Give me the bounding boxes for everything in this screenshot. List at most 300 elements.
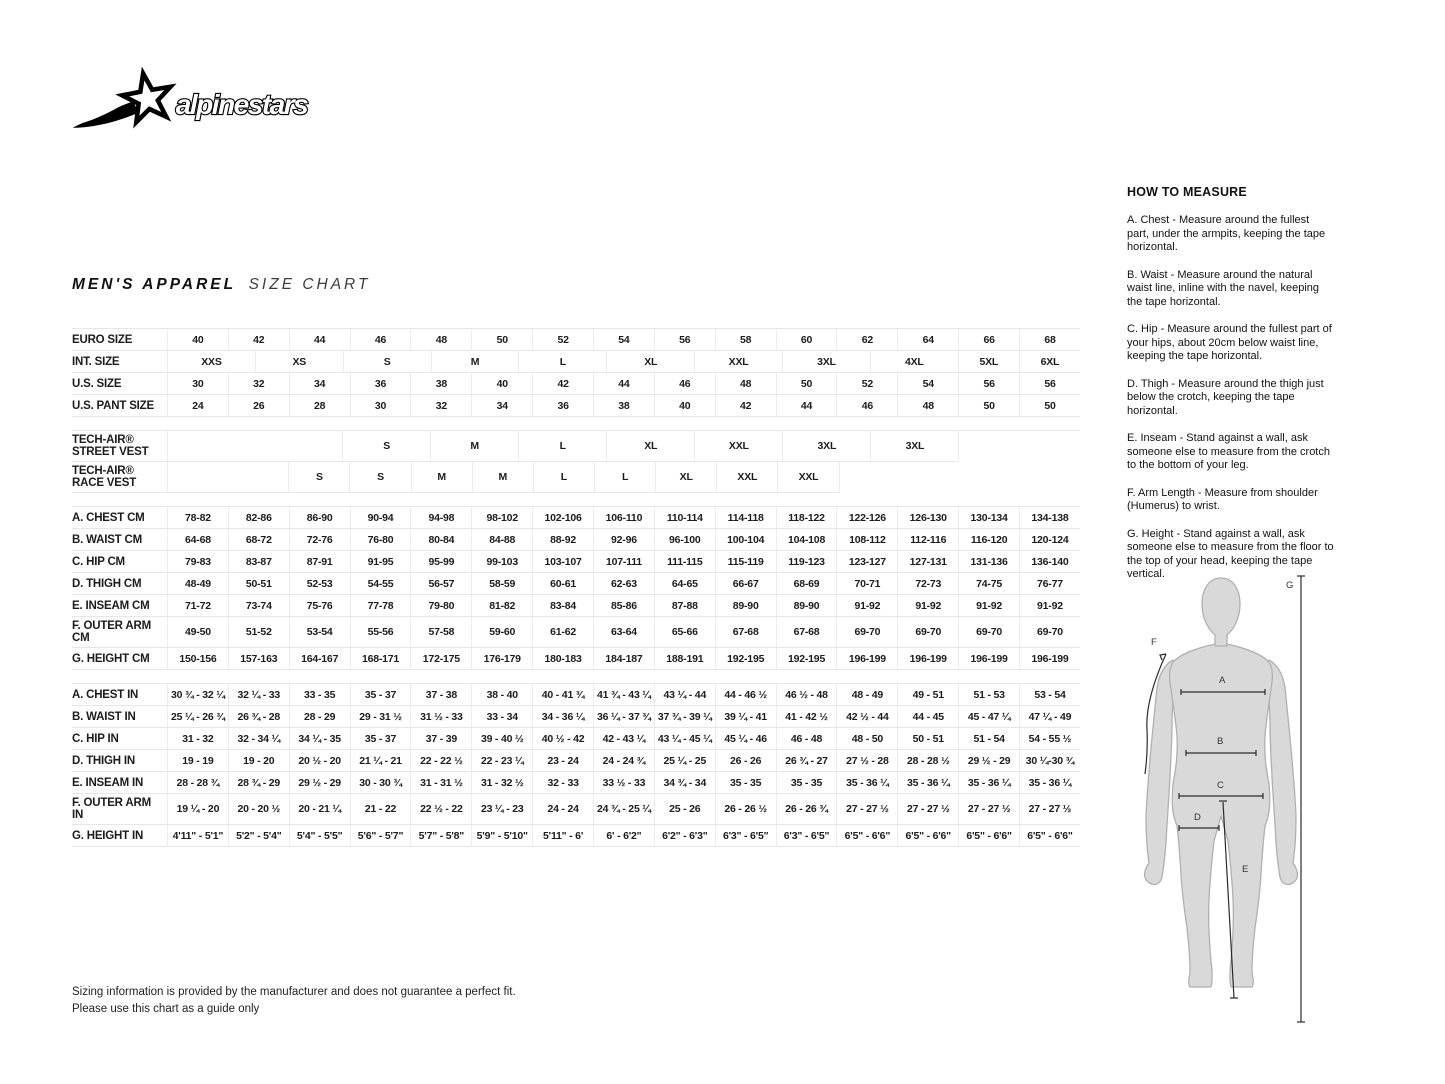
table-cell: 53-54 bbox=[290, 617, 351, 648]
table-cell: 77-78 bbox=[351, 595, 412, 617]
table-row bbox=[72, 684, 1080, 706]
table-cell: 19 - 19 bbox=[168, 750, 229, 772]
table-cell: 91-92 bbox=[898, 595, 959, 617]
table-cell: 91-92 bbox=[1020, 595, 1080, 617]
measure-instruction-g: G. Height - Stand against a wall, ask someone else to measure from the floor to the top of your head, keeping the tape vertical. bbox=[1127, 527, 1334, 580]
table-cell: 184-187 bbox=[594, 648, 655, 670]
table-cell: 56 bbox=[959, 373, 1020, 395]
table-cell: XXL bbox=[717, 462, 778, 493]
table-cell: 56-57 bbox=[411, 573, 472, 595]
page-title bbox=[72, 276, 370, 294]
table-cell: 196-199 bbox=[837, 648, 898, 670]
table-cell: 50 - 51 bbox=[898, 728, 959, 750]
table-cell: 37 - 38 bbox=[411, 684, 472, 706]
row-label: EURO SIZE bbox=[72, 329, 168, 351]
table-cell: 59-60 bbox=[472, 617, 533, 648]
table-row bbox=[72, 551, 1080, 573]
measure-instruction-b: B. Waist - Measure around the natural waist line, inline with the navel, keeping the tape horizontal. bbox=[1127, 268, 1320, 308]
table-cell: 157-163 bbox=[229, 648, 290, 670]
table-cell: 62 bbox=[837, 329, 898, 351]
figure-label-d: D bbox=[1194, 812, 1201, 823]
table-cell: 82-86 bbox=[229, 507, 290, 529]
table-cell: 100-104 bbox=[716, 529, 777, 551]
table-cell: 62-63 bbox=[594, 573, 655, 595]
table-row bbox=[72, 825, 1080, 847]
table-cell: 122-126 bbox=[837, 507, 898, 529]
table-cell: 26 - 26 ¾ bbox=[777, 794, 838, 825]
row-label: TECH-AIR® STREET VEST bbox=[72, 431, 168, 462]
row-label: B. WAIST CM bbox=[72, 529, 168, 551]
row-label: E. INSEAM CM bbox=[72, 595, 168, 617]
table-cell: XS bbox=[256, 351, 344, 373]
table-cell: 58 bbox=[716, 329, 777, 351]
table-cell: 69-70 bbox=[1020, 617, 1080, 648]
table-cell: 29 ½ - 29 bbox=[290, 772, 351, 794]
table-cell: 54 bbox=[594, 329, 655, 351]
table-cell: S bbox=[288, 462, 350, 493]
table-cell: 31 - 31 ½ bbox=[411, 772, 472, 794]
table-cell: 24 bbox=[168, 395, 229, 417]
table-row bbox=[72, 507, 1080, 529]
table-cell: 89-90 bbox=[777, 595, 838, 617]
table-cell: 31 ½ - 33 bbox=[411, 706, 472, 728]
table-cell: 67-68 bbox=[716, 617, 777, 648]
table-cell: 22 - 22 ½ bbox=[411, 750, 472, 772]
table-cell: 32 bbox=[411, 395, 472, 417]
footer-line-2: Please use this chart as a guide only bbox=[72, 1003, 260, 1015]
table-cell: 40 bbox=[472, 373, 533, 395]
table-cell: 45 ¼ - 46 bbox=[716, 728, 777, 750]
table-cell: 6'3" - 6'5" bbox=[777, 825, 838, 847]
table-cell: 68-69 bbox=[777, 573, 838, 595]
table-cell: 35 - 37 bbox=[351, 728, 412, 750]
table-cell: 6'3" - 6'5" bbox=[716, 825, 777, 847]
table-cell: 69-70 bbox=[837, 617, 898, 648]
table-group-techair bbox=[72, 430, 1080, 493]
table-cell: 42 - 43 ¼ bbox=[594, 728, 655, 750]
table-cell: L bbox=[595, 462, 656, 493]
table-cell: 40 bbox=[168, 329, 229, 351]
table-cell: 34 ¾ - 34 bbox=[655, 772, 716, 794]
table-cell: 33 - 34 bbox=[472, 706, 533, 728]
table-cell: 42 bbox=[229, 329, 290, 351]
table-cell: 87-88 bbox=[655, 595, 716, 617]
table-cell: XL bbox=[607, 351, 695, 373]
table-cell: M bbox=[431, 431, 519, 462]
table-cell: 28 ¾ - 29 bbox=[229, 772, 290, 794]
row-label: U.S. SIZE bbox=[72, 373, 168, 395]
table-cell: 79-80 bbox=[411, 595, 472, 617]
table-cell: 95-99 bbox=[411, 551, 472, 573]
table-cell: 63-64 bbox=[594, 617, 655, 648]
table-cell: 38 - 40 bbox=[472, 684, 533, 706]
table-cell: 27 - 27 ½ bbox=[1020, 794, 1080, 825]
table-cell: 86-90 bbox=[290, 507, 351, 529]
table-cell: 81-82 bbox=[472, 595, 533, 617]
table-cell: 45 - 47 ¼ bbox=[959, 706, 1020, 728]
table-cell: 41 ¾ - 43 ¼ bbox=[594, 684, 655, 706]
how-to-measure-panel bbox=[1127, 185, 1334, 596]
table-cell: 44 - 45 bbox=[898, 706, 959, 728]
table-cell: 40 bbox=[655, 395, 716, 417]
page-title-main: MEN'S APPAREL bbox=[72, 276, 237, 293]
table-cell: 80-84 bbox=[411, 529, 472, 551]
table-cell: 3XL bbox=[783, 351, 871, 373]
table-cell: 32 bbox=[229, 373, 290, 395]
table-cell: 4'11" - 5'1" bbox=[168, 825, 229, 847]
table-cell: 39 - 40 ½ bbox=[472, 728, 533, 750]
table-cell: 107-111 bbox=[594, 551, 655, 573]
table-cell: 123-127 bbox=[837, 551, 898, 573]
row-label: G. HEIGHT CM bbox=[72, 648, 168, 670]
row-label: D. THIGH IN bbox=[72, 750, 168, 772]
table-cell: 48 bbox=[411, 329, 472, 351]
measure-instruction-f: F. Arm Length - Measure from shoulder (Humerus) to wrist. bbox=[1127, 486, 1318, 512]
table-cell: 35 - 36 ¼ bbox=[898, 772, 959, 794]
table-row bbox=[72, 648, 1080, 670]
table-cell: 22 - 23 ¼ bbox=[472, 750, 533, 772]
table-cell: 37 ¾ - 39 ¼ bbox=[655, 706, 716, 728]
table-cell: 32 - 33 bbox=[533, 772, 594, 794]
table-cell: XXS bbox=[168, 351, 256, 373]
table-cell: 27 ½ - 28 bbox=[837, 750, 898, 772]
table-row bbox=[72, 431, 1080, 462]
measure-instruction-a: A. Chest - Measure around the fullest part, under the armpits, keeping the tape horizontal. bbox=[1127, 214, 1326, 253]
row-label: A. CHEST IN bbox=[72, 684, 168, 706]
table-cell: 108-112 bbox=[837, 529, 898, 551]
table-row bbox=[72, 794, 1080, 825]
table-cell-blank bbox=[168, 462, 228, 493]
table-cell: 87-91 bbox=[290, 551, 351, 573]
row-label: C. HIP CM bbox=[72, 551, 168, 573]
table-cell: 46 ½ - 48 bbox=[777, 684, 838, 706]
table-cell: 48 bbox=[898, 395, 959, 417]
table-cell: 5XL bbox=[959, 351, 1020, 373]
figure-label-g: G bbox=[1286, 580, 1294, 591]
table-cell: 24 - 24 ¾ bbox=[594, 750, 655, 772]
table-row bbox=[72, 529, 1080, 551]
table-cell: 4XL bbox=[871, 351, 959, 373]
alpinestars-logo bbox=[68, 64, 326, 146]
table-cell: 33 ½ - 33 bbox=[594, 772, 655, 794]
table-cell: 6XL bbox=[1020, 351, 1080, 373]
table-cell: 36 bbox=[533, 395, 594, 417]
table-cell: 38 bbox=[411, 373, 472, 395]
table-cell: 26 ¾ - 27 bbox=[777, 750, 838, 772]
table-cell: 24 ¾ - 25 ¼ bbox=[594, 794, 655, 825]
table-cell: 26 bbox=[229, 395, 290, 417]
table-cell: 46 bbox=[655, 373, 716, 395]
table-row bbox=[72, 373, 1080, 395]
row-label: U.S. PANT SIZE bbox=[72, 395, 168, 417]
table-row bbox=[72, 750, 1080, 772]
table-cell: 32 - 34 ¼ bbox=[229, 728, 290, 750]
table-cell: 36 bbox=[351, 373, 412, 395]
table-cell: 172-175 bbox=[411, 648, 472, 670]
table-cell: 52 bbox=[837, 373, 898, 395]
table-cell: 75-76 bbox=[290, 595, 351, 617]
table-row bbox=[72, 395, 1080, 417]
table-cell: 116-120 bbox=[959, 529, 1020, 551]
table-cell: 27 - 27 ½ bbox=[898, 794, 959, 825]
table-cell: 68-72 bbox=[229, 529, 290, 551]
table-cell: 19 ¼ - 20 bbox=[168, 794, 229, 825]
table-row bbox=[72, 462, 1080, 493]
table-cell: 3XL bbox=[783, 431, 871, 462]
table-cell: 31 - 32 bbox=[168, 728, 229, 750]
table-cell: 115-119 bbox=[716, 551, 777, 573]
table-cell: 51-52 bbox=[229, 617, 290, 648]
table-cell: 20 - 20 ½ bbox=[229, 794, 290, 825]
measure-instruction-c: C. Hip - Measure around the fullest part of your hips, about 20cm below waist line, keeping the tape horizontal. bbox=[1127, 323, 1332, 362]
table-cell: 39 ¼ - 41 bbox=[716, 706, 777, 728]
table-cell: 43 ¼ - 45 ¼ bbox=[655, 728, 716, 750]
figure-right-arm bbox=[1267, 660, 1298, 884]
table-cell: 131-136 bbox=[959, 551, 1020, 573]
table-cell: 79-83 bbox=[168, 551, 229, 573]
table-cell: 120-124 bbox=[1020, 529, 1080, 551]
table-cell: 6'5" - 6'6" bbox=[959, 825, 1020, 847]
table-cell: 188-191 bbox=[655, 648, 716, 670]
table-cell: 35 - 36 ¼ bbox=[959, 772, 1020, 794]
table-cell: 26 ¾ - 28 bbox=[229, 706, 290, 728]
table-cell: XL bbox=[656, 462, 717, 493]
table-cell: 21 - 22 bbox=[351, 794, 412, 825]
table-cell: 50-51 bbox=[229, 573, 290, 595]
table-cell: S bbox=[344, 351, 432, 373]
figure-label-c: C bbox=[1217, 780, 1224, 791]
table-group-in bbox=[72, 683, 1080, 847]
table-cell: 50 bbox=[777, 373, 838, 395]
table-cell: 24 - 24 bbox=[533, 794, 594, 825]
table-cell-blank bbox=[1020, 431, 1080, 462]
table-cell: 69-70 bbox=[898, 617, 959, 648]
table-cell: 94-98 bbox=[411, 507, 472, 529]
table-cell: 3XL bbox=[871, 431, 959, 462]
table-cell: 5'7" - 5'8" bbox=[411, 825, 472, 847]
table-group-sizes bbox=[72, 328, 1080, 417]
footer-note bbox=[72, 984, 516, 1018]
table-cell: 44 - 46 ½ bbox=[716, 684, 777, 706]
table-cell: 28 bbox=[290, 395, 351, 417]
table-cell-blank bbox=[960, 462, 1020, 493]
table-cell: 42 bbox=[716, 395, 777, 417]
table-cell: 64 bbox=[898, 329, 959, 351]
table-cell: 114-118 bbox=[716, 507, 777, 529]
table-cell: 104-108 bbox=[777, 529, 838, 551]
table-cell: 34 bbox=[290, 373, 351, 395]
table-cell: 46 - 48 bbox=[777, 728, 838, 750]
table-cell: 36 ¼ - 37 ¾ bbox=[594, 706, 655, 728]
table-cell: 50 bbox=[472, 329, 533, 351]
table-cell: 22 ½ - 22 bbox=[411, 794, 472, 825]
table-cell: 51 - 53 bbox=[959, 684, 1020, 706]
table-cell: 136-140 bbox=[1020, 551, 1080, 573]
table-cell: 74-75 bbox=[959, 573, 1020, 595]
row-label: INT. SIZE bbox=[72, 351, 168, 373]
figure-left-arm bbox=[1145, 660, 1176, 884]
table-cell: 112-116 bbox=[898, 529, 959, 551]
table-cell: 30 - 30 ¾ bbox=[351, 772, 412, 794]
table-cell: 64-65 bbox=[655, 573, 716, 595]
table-cell: 46 bbox=[837, 395, 898, 417]
table-cell: 60 bbox=[777, 329, 838, 351]
table-cell: 40 ½ - 42 bbox=[533, 728, 594, 750]
table-cell: 27 - 27 ½ bbox=[837, 794, 898, 825]
table-cell: 20 - 21 ¼ bbox=[290, 794, 351, 825]
table-row bbox=[72, 595, 1080, 617]
table-cell: 56 bbox=[1020, 373, 1080, 395]
figure-label-f: F bbox=[1151, 637, 1157, 648]
table-cell: 35 - 35 bbox=[716, 772, 777, 794]
table-cell-blank bbox=[840, 462, 900, 493]
table-cell: 51 - 54 bbox=[959, 728, 1020, 750]
table-cell: 76-80 bbox=[351, 529, 412, 551]
table-cell: L bbox=[519, 431, 607, 462]
table-cell: M bbox=[473, 462, 534, 493]
table-cell: 65-66 bbox=[655, 617, 716, 648]
table-cell: 92-96 bbox=[594, 529, 655, 551]
table-cell: 31 - 32 ½ bbox=[472, 772, 533, 794]
measure-instruction-d: D. Thigh - Measure around the thigh just below the crotch, keeping the tape horizontal. bbox=[1127, 377, 1324, 417]
table-cell: 28 - 28 ¾ bbox=[168, 772, 229, 794]
table-cell: 71-72 bbox=[168, 595, 229, 617]
table-cell: 98-102 bbox=[472, 507, 533, 529]
table-cell: 126-130 bbox=[898, 507, 959, 529]
table-cell: 44 bbox=[290, 329, 351, 351]
table-cell: 5'4" - 5'5" bbox=[290, 825, 351, 847]
table-cell: 42 ½ - 44 bbox=[837, 706, 898, 728]
table-cell: 5'6" - 5'7" bbox=[351, 825, 412, 847]
table-group-cm bbox=[72, 506, 1080, 670]
table-cell: 103-107 bbox=[533, 551, 594, 573]
table-cell: 192-195 bbox=[777, 648, 838, 670]
table-cell: M bbox=[412, 462, 473, 493]
table-cell: 27 - 27 ½ bbox=[959, 794, 1020, 825]
table-cell: 44 bbox=[594, 373, 655, 395]
table-cell: L bbox=[519, 351, 607, 373]
row-label: G. HEIGHT IN bbox=[72, 825, 168, 847]
table-cell: 83-84 bbox=[533, 595, 594, 617]
table-cell: 68 bbox=[1020, 329, 1080, 351]
table-cell: 52-53 bbox=[290, 573, 351, 595]
table-cell: 66-67 bbox=[716, 573, 777, 595]
table-cell: 43 ¼ - 44 bbox=[655, 684, 716, 706]
table-cell: 6'5" - 6'6" bbox=[837, 825, 898, 847]
table-cell: 67-68 bbox=[777, 617, 838, 648]
table-cell: 5'11" - 6' bbox=[533, 825, 594, 847]
table-cell: 69-70 bbox=[959, 617, 1020, 648]
table-cell: 49 - 51 bbox=[898, 684, 959, 706]
table-cell: 180-183 bbox=[533, 648, 594, 670]
table-cell: 72-73 bbox=[898, 573, 959, 595]
table-cell: 99-103 bbox=[472, 551, 533, 573]
table-cell: S bbox=[350, 462, 411, 493]
table-cell: 58-59 bbox=[472, 573, 533, 595]
table-cell: 48-49 bbox=[168, 573, 229, 595]
table-cell: 23 - 24 bbox=[533, 750, 594, 772]
table-cell: XXL bbox=[778, 462, 839, 493]
table-cell: 127-131 bbox=[898, 551, 959, 573]
logo-wordmark: alpinestars bbox=[175, 89, 308, 121]
table-cell: 38 bbox=[594, 395, 655, 417]
table-cell: 61-62 bbox=[533, 617, 594, 648]
table-row bbox=[72, 351, 1080, 373]
table-cell: L bbox=[534, 462, 595, 493]
table-cell: 48 bbox=[716, 373, 777, 395]
table-cell: S bbox=[342, 431, 431, 462]
table-cell: 49-50 bbox=[168, 617, 229, 648]
table-cell: 196-199 bbox=[898, 648, 959, 670]
table-cell: 25 ¼ - 25 bbox=[655, 750, 716, 772]
table-cell: 46 bbox=[351, 329, 412, 351]
table-cell-blank bbox=[255, 431, 342, 462]
table-cell: 25 ¼ - 26 ¾ bbox=[168, 706, 229, 728]
table-cell: 26 - 26 ½ bbox=[716, 794, 777, 825]
table-cell: 25 - 26 bbox=[655, 794, 716, 825]
table-cell: 50 bbox=[1020, 395, 1080, 417]
size-table bbox=[72, 328, 1080, 847]
table-cell: 70-71 bbox=[837, 573, 898, 595]
table-cell: 150-156 bbox=[168, 648, 229, 670]
table-cell: 26 - 26 bbox=[716, 750, 777, 772]
logo-swoosh bbox=[73, 101, 139, 128]
table-cell: 76-77 bbox=[1020, 573, 1080, 595]
table-cell: XL bbox=[607, 431, 695, 462]
table-cell: XXL bbox=[695, 431, 783, 462]
table-cell-blank bbox=[1020, 462, 1080, 493]
table-cell: 52 bbox=[533, 329, 594, 351]
table-cell: 88-92 bbox=[533, 529, 594, 551]
table-cell: 48 - 50 bbox=[837, 728, 898, 750]
table-cell: 54 - 55 ½ bbox=[1020, 728, 1080, 750]
table-cell: 118-122 bbox=[777, 507, 838, 529]
table-row bbox=[72, 617, 1080, 648]
table-cell: 90-94 bbox=[351, 507, 412, 529]
table-cell: 35 - 37 bbox=[351, 684, 412, 706]
page-title-sub: SIZE CHART bbox=[248, 276, 371, 293]
table-cell: 110-114 bbox=[655, 507, 716, 529]
table-cell: 42 bbox=[533, 373, 594, 395]
table-cell: 192-195 bbox=[716, 648, 777, 670]
table-cell: 130-134 bbox=[959, 507, 1020, 529]
table-cell: 41 - 42 ½ bbox=[777, 706, 838, 728]
figure-torso-legs bbox=[1170, 644, 1273, 987]
table-cell-blank bbox=[900, 462, 960, 493]
table-cell: 21 ¼ - 21 bbox=[351, 750, 412, 772]
table-cell: 54 bbox=[898, 373, 959, 395]
row-label: E. INSEAM IN bbox=[72, 772, 168, 794]
table-cell: 134-138 bbox=[1020, 507, 1080, 529]
table-cell: M bbox=[432, 351, 520, 373]
table-cell: 48 - 49 bbox=[837, 684, 898, 706]
table-cell: 57-58 bbox=[411, 617, 472, 648]
footer-line-1: Sizing information is provided by the manufacturer and does not guarantee a perfect fit. bbox=[72, 986, 516, 998]
table-cell: 60-61 bbox=[533, 573, 594, 595]
table-cell: 23 ¼ - 23 bbox=[472, 794, 533, 825]
table-cell: 6'2" - 6'3" bbox=[655, 825, 716, 847]
table-cell: 44 bbox=[777, 395, 838, 417]
figure-label-b: B bbox=[1217, 736, 1224, 747]
table-row bbox=[72, 573, 1080, 595]
table-cell: 19 - 20 bbox=[229, 750, 290, 772]
table-cell: 6'5" - 6'6" bbox=[1020, 825, 1080, 847]
table-row bbox=[72, 329, 1080, 351]
table-cell: 37 - 39 bbox=[411, 728, 472, 750]
table-cell: 29 ½ - 29 bbox=[959, 750, 1020, 772]
table-cell: 34 ¼ - 35 bbox=[290, 728, 351, 750]
table-cell: 6' - 6'2" bbox=[594, 825, 655, 847]
